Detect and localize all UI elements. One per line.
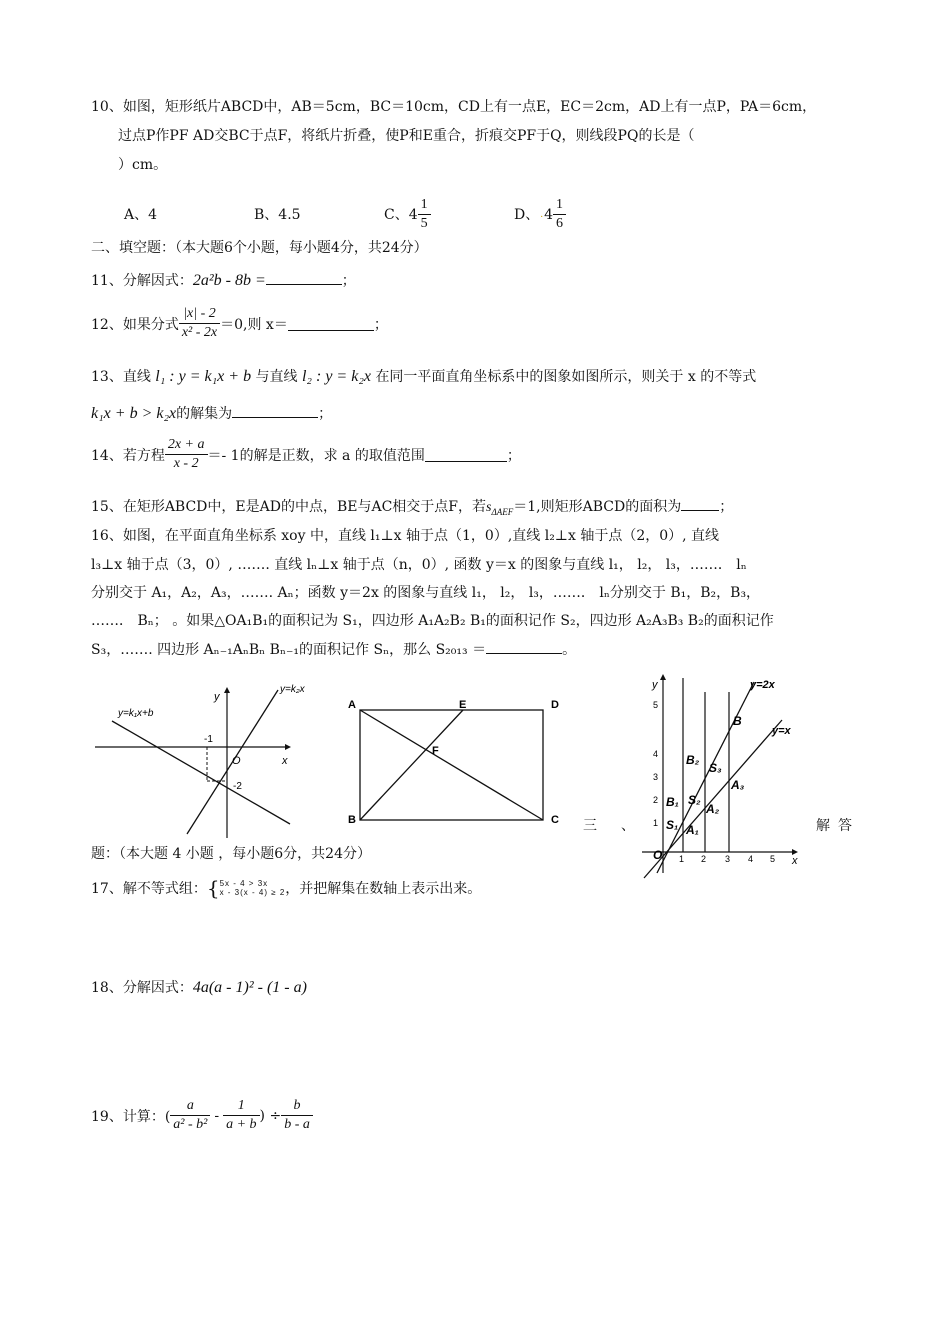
q10-option-b: B、4.5 — [254, 206, 301, 223]
q11-expression: 2a²b - 8b = — [192, 272, 266, 289]
x-axis-arrow — [285, 744, 291, 750]
q10-options — [124, 196, 566, 233]
label-y: y — [652, 679, 658, 691]
q18-expression: 4a(a - 1)² - (1 - a) — [192, 979, 307, 996]
q10-option-a: A、4 — [124, 206, 158, 223]
q12-answer-blank[interactable] — [288, 316, 374, 331]
section3-line2: 题：（本大题 4 小题 ，每小题6分，共24分） — [91, 846, 371, 862]
y-axis-arrow — [660, 674, 666, 680]
segment-be — [360, 710, 463, 820]
y-tick-1: 1 — [653, 818, 659, 828]
q14-answer-blank[interactable] — [425, 447, 507, 462]
q10-option-d: D、 . 4 $\frac{1}{6}$ — [514, 196, 566, 233]
label-a2: A₂ — [706, 802, 720, 816]
section2-heading: 二、填空题：（本大题6个小题，每小题4分，共24分） — [91, 240, 428, 256]
label-b: B — [733, 714, 742, 728]
q12: 12、如果分式 $\frac{|x| - 2}{\text{x² - 2x}}$ ＝0,则 x＝ ； — [91, 306, 388, 340]
q16-line5: S₃，……. 四边形 Aₙ₋₁AₙBₙ Bₙ₋₁的面积记作 Sₙ，那么 S₂₀₁₃ ＝ 。 — [91, 639, 576, 660]
label-l2: y=k₂x — [280, 684, 305, 695]
y-tick-4: 4 — [653, 749, 659, 759]
q12-fraction: $\frac{|x| - 2}{\text{x² - 2x}}$ — [179, 305, 220, 342]
x-tick-2: 2 — [701, 854, 707, 864]
label-x: x — [282, 755, 288, 767]
q19: 19、计算：( $\frac{a}{\text{a² - b²}}$ - $\frac{1}{a + b}$ ) ÷ $\frac{b}{b - a}$ — [91, 1097, 313, 1134]
q11-answer-blank[interactable] — [266, 270, 342, 285]
q16-line4: ……． Bₙ； 。如果△OA₁B₁的面积记为 S₁，四边形 A₁A₂B₂ B₁的面积记作 S₂，四边形 A₂A₃B₃ B₂的面积记作 — [91, 613, 774, 629]
diagonal-ac — [360, 710, 543, 820]
label-s1: S₁ — [666, 818, 679, 832]
label-a3: A₃ — [731, 778, 745, 792]
x-tick-1: 1 — [679, 854, 685, 864]
label-s2: S₂ — [688, 793, 701, 807]
label-minus-1: -1 — [204, 734, 213, 745]
y-axis-arrow — [224, 687, 230, 693]
x-tick-3: 3 — [725, 854, 731, 864]
q16-line1: 16、如图，在平面直角坐标系 xoy 中，直线 l₁⊥x 轴于点（1，0）,直线 l₂⊥x 轴于点（2，0）, 直线 — [91, 528, 720, 544]
label-a1: A₁ — [686, 823, 699, 837]
label-y: y — [214, 691, 220, 703]
q16-line2: l₃⊥x 轴于点（3，0）, ……. 直线 lₙ⊥x 轴于点（n，0）, 函数 y＝x 的图象与直线 l₁， l₂， l₃，……． lₙ — [91, 557, 747, 573]
y-tick-2: 2 — [653, 795, 659, 805]
line-y-x — [644, 720, 782, 878]
y-tick-3: 3 — [653, 772, 659, 782]
q13-answer-blank[interactable] — [232, 403, 318, 418]
figure-q16-graph — [632, 668, 812, 880]
q17-inequality-system: 5x - 4 > 3x x - 3(x - 4) ≥ 2 — [219, 879, 286, 897]
label-origin: O — [232, 755, 241, 767]
label-y-x: y=x — [772, 725, 791, 737]
q17: 17、解不等式组： { 5x - 4 > 3x x - 3(x - 4) ≥ 2 ，并把解集在数轴上表示出来。 — [91, 876, 482, 900]
x-tick-5: 5 — [770, 854, 776, 864]
q11: 11、分解因式：2a²b - 8b = ； — [91, 272, 356, 289]
label-b: B — [348, 814, 356, 826]
q15-answer-blank[interactable] — [681, 496, 719, 511]
label-d: D — [551, 699, 559, 711]
label-s3: S₃ — [709, 761, 722, 775]
label-a: A — [348, 699, 356, 711]
x-tick-4: 4 — [748, 854, 754, 864]
q15: 15、在矩形ABCD中，E是AD的中点，BE与AC相交于点F，若$s_{\Delta AEF}=1$,则矩形ABCD的面积为 ； — [91, 496, 733, 522]
q16-answer-blank[interactable] — [486, 639, 562, 654]
section3-part3: 解答 — [816, 818, 860, 834]
q13-line1: 13、直线 l₁ : y = k₁x + b 与直线 l₂ : y = k₂x 在同一平面直角坐标系中的图象如图所示，则关于 x 的不等式 — [91, 368, 757, 385]
label-x: x — [792, 855, 798, 867]
section3-part2: 、 — [621, 818, 635, 834]
q10-option-c: C、4 $\frac{1}{5}$ — [384, 196, 514, 233]
q10-line1: 10、如图，矩形纸片ABCD中，AB＝5cm，BC＝10cm，CD上有一点E，EC＝2cm，AD上有一点P，PA＝6cm， — [91, 99, 817, 115]
q10-line2: 过点P作PF AD交BC于点F，将纸片折叠，使P和E重合，折痕交PF于Q，则线段PQ的长是（ — [118, 128, 695, 144]
line-l1 — [112, 721, 290, 824]
label-c: C — [551, 814, 559, 826]
label-b2: B₂ — [686, 753, 700, 767]
q16-line3: 分别交于 A₁，A₂，A₃，……. Aₙ；函数 y＝2x 的图象与直线 l₁， l₂， l₃，……． lₙ分别交于 B₁，B₂，B₃， — [91, 585, 761, 601]
section3-part1: 三 — [583, 818, 597, 834]
label-f: F — [432, 745, 439, 757]
q18: 18、分解因式：4a(a - 1)² - (1 - a) — [91, 979, 307, 996]
y-tick-5: 5 — [653, 700, 659, 710]
label-y-2x: y=2x — [750, 679, 775, 691]
q13-line2: k₁x + b > k₂x的解集为 ； — [91, 405, 333, 422]
q14-fraction: $\frac{2x + a}{x - 2}$ — [165, 436, 208, 473]
label-b1: B₁ — [666, 795, 679, 809]
q10-line3: ）cm。 — [118, 157, 168, 173]
label-e: E — [459, 699, 467, 711]
label-l1: y=k₁x+b — [118, 708, 154, 719]
figure-q13-graph — [90, 676, 310, 841]
figure-q15-rectangle — [342, 692, 572, 832]
q14: 14、若方程 $\frac{2x + a}{x - 2}$ ＝- 1的解是正数，求 a 的取值范围 ； — [91, 437, 521, 471]
label-minus-2: -2 — [233, 781, 242, 792]
label-origin: O — [653, 848, 663, 862]
